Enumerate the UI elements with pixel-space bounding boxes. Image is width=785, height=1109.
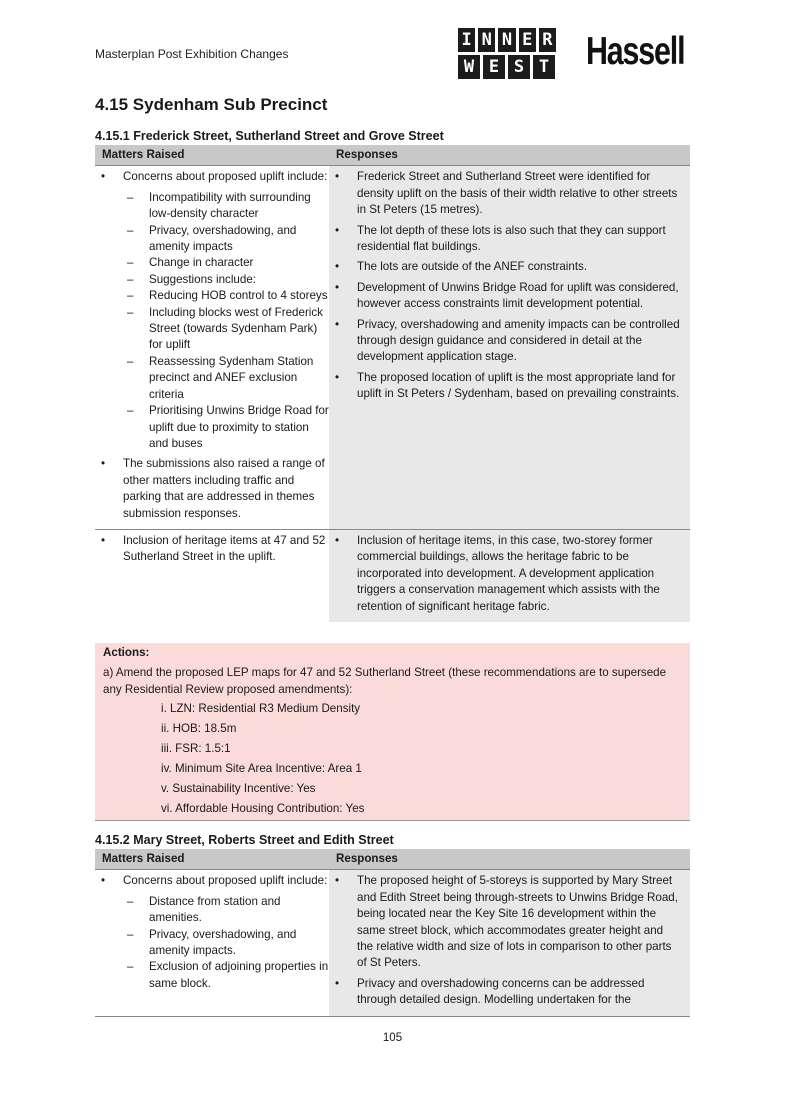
responses-cell xyxy=(329,166,690,530)
table-row xyxy=(95,529,690,622)
actions-intro: a) Amend the proposed LEP maps for 47 and 52 Sutherland Street (these recommendations are to supersede any Residential Review proposed amendments): xyxy=(103,666,667,696)
list-item: – Including blocks west of Frederick Street (towards Sydenham Park) for uplift xyxy=(123,305,329,354)
list-item: – Distance from station and amenities. xyxy=(123,894,329,927)
matters-responses-table-1 xyxy=(95,145,690,622)
logo-letter: T xyxy=(533,55,555,79)
section-title: 4.15 Sydenham Sub Precinct xyxy=(95,95,328,114)
column-header-matters: Matters Raised xyxy=(95,849,329,870)
list-item: • Development of Unwins Bridge Road for uplift was considered, however access constraints limit development potential. xyxy=(329,280,682,313)
action-item: ii. HOB: 18.5m xyxy=(161,722,237,736)
list-item: • Privacy, overshadowing and amenity impacts can be controlled through design guidance and considered in detail at the development application stage. xyxy=(329,317,682,366)
logo-letter: E xyxy=(519,28,536,52)
list-item: – Suggestions include: xyxy=(123,272,329,288)
logo-letter: S xyxy=(508,55,530,79)
logo-letter: N xyxy=(498,28,515,52)
list-item: • Inclusion of heritage items, in this case, two-storey former commercial buildings, allows the heritage fabric to be incorporated into development. A development application triggers a conservation management which assists with the retention of significant heritage fabric. xyxy=(329,533,682,615)
list-item xyxy=(95,169,329,452)
inner-west-logo xyxy=(458,28,556,80)
list-item: • Inclusion of heritage items at 47 and 52 Sutherland Street in the uplift. xyxy=(95,533,329,566)
action-item: iv. Minimum Site Area Incentive: Area 1 xyxy=(161,762,362,776)
column-header-matters: Matters Raised xyxy=(95,145,329,166)
matters-cell xyxy=(95,870,329,1016)
column-header-responses: Responses xyxy=(329,849,690,870)
matters-cell xyxy=(95,529,329,622)
matters-cell xyxy=(95,166,329,530)
actions-box xyxy=(95,643,690,821)
list-item: • The proposed location of uplift is the most appropriate land for uplift in St Peters / Sydenham, based on prevailing constraints. xyxy=(329,370,682,403)
actions-title: Actions: xyxy=(103,646,150,659)
list-item xyxy=(95,873,329,992)
subsection-title-4-15-2: 4.15.2 Mary Street, Roberts Street and Edith Street xyxy=(95,833,394,847)
logo-letter: W xyxy=(458,55,480,79)
logo-letter: R xyxy=(539,28,556,52)
responses-cell xyxy=(329,870,690,1016)
matters-responses-table-2 xyxy=(95,849,690,1017)
logo-letter: E xyxy=(483,55,505,79)
list-item: – Incompatibility with surrounding low-density character xyxy=(123,190,329,223)
list-item: – Change in character xyxy=(123,255,329,271)
list-item: • The lot depth of these lots is also such that they can support residential flat buildings. xyxy=(329,223,682,256)
logo-letter: I xyxy=(458,28,475,52)
action-item: i. LZN: Residential R3 Medium Density xyxy=(161,702,361,716)
hassell-logo: Hassell xyxy=(586,30,685,73)
page-number: 105 xyxy=(382,1032,403,1044)
action-item: v. Sustainability Incentive: Yes xyxy=(161,782,316,796)
list-item: – Reassessing Sydenham Station precinct and ANEF exclusion criteria xyxy=(123,354,329,403)
action-item: iii. FSR: 1.5:1 xyxy=(161,742,231,756)
list-item: – Privacy, overshadowing, and amenity impacts xyxy=(123,223,329,256)
list-item: • The lots are outside of the ANEF constraints. xyxy=(329,259,682,275)
list-item: • The proposed height of 5-storeys is supported by Mary Street and Edith Street being through-streets to Unwins Bridge Road, being located near the Key Site 16 development within the same street block, which accommodates greater height and the relative width and size of lots in comparison to other parts of St Peters. xyxy=(329,873,682,971)
list-item: – Prioritising Unwins Bridge Road for uplift due to proximity to station and buses xyxy=(123,403,329,452)
action-item: vi. Affordable Housing Contribution: Yes xyxy=(161,802,365,816)
list-item: • Privacy and overshadowing concerns can be addressed through detailed design. Modelling undertaken for the xyxy=(329,976,682,1009)
list-item: – Reducing HOB control to 4 storeys xyxy=(123,288,329,304)
column-header-responses: Responses xyxy=(329,145,690,166)
logo-letter: N xyxy=(478,28,495,52)
subsection-title-4-15-1: 4.15.1 Frederick Street, Sutherland Street and Grove Street xyxy=(95,129,444,143)
list-item: • The submissions also raised a range of other matters including traffic and parking that are addressed in themes submission responses. xyxy=(95,456,329,522)
responses-cell xyxy=(329,529,690,622)
list-item: – Privacy, overshadowing, and amenity impacts. xyxy=(123,927,329,960)
list-item: • Frederick Street and Sutherland Street were identified for density uplift on the basis of their width relative to other streets in St Peters (15 metres). xyxy=(329,169,682,218)
table-row xyxy=(95,166,690,530)
matter-text: Concerns about proposed uplift include: xyxy=(123,874,328,888)
matter-text: Concerns about proposed uplift include: xyxy=(123,170,328,184)
table-row xyxy=(95,870,690,1016)
list-item: – Exclusion of adjoining properties in same block. xyxy=(123,959,329,992)
document-header-label: Masterplan Post Exhibition Changes xyxy=(95,47,289,61)
